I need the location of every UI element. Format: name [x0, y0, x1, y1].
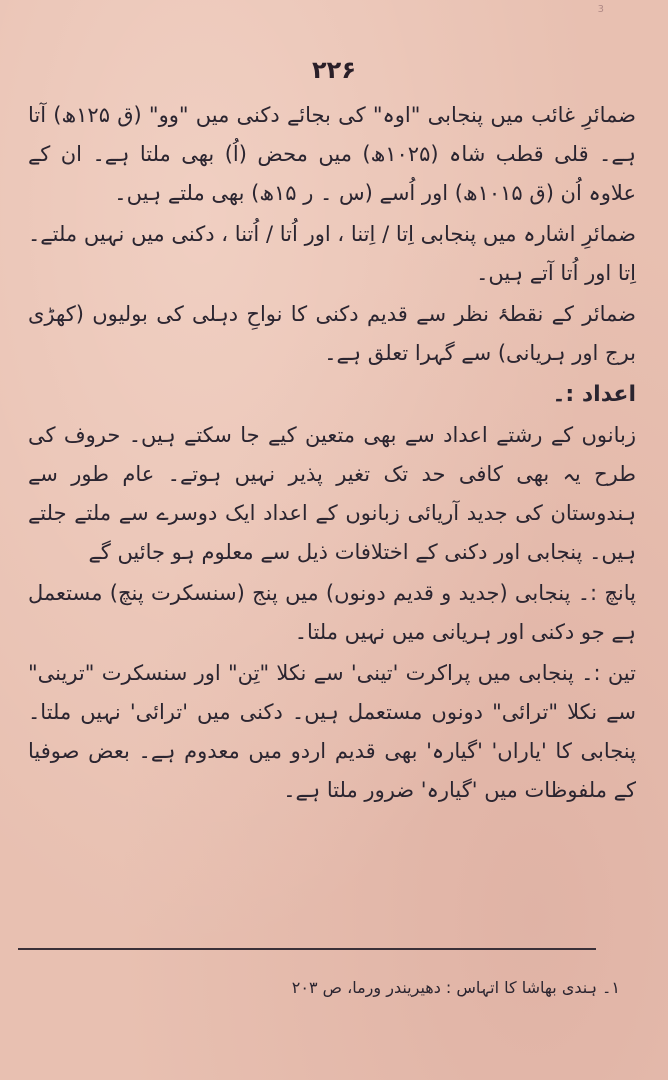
paragraph-five: پانچ :۔ پنجابی (جدید و قدیم دونوں) میں پنج (سنسکرت پنچ) مستعمل ہے جو دکنی اور ہریانی میں نہیں ملتا۔	[28, 581, 636, 644]
corner-mark: 3	[597, 4, 604, 15]
section-heading-numerals: اعداد :۔	[552, 382, 636, 407]
body-text	[28, 96, 636, 812]
paragraph-demonstratives: ضمائرِ اشارہ میں پنجابی اِتا / اِتنا ، اور اُتا / اُتنا ، دکنی میں نہیں ملتے۔ اِتا اور اُتا آتے ہیں۔	[28, 222, 636, 285]
paragraph-pronoun-relation: ضمائر کے نقطۂ نظر سے قدیم دکنی کا نواحِ دہلی کی بولیوں (کھڑی برج اور ہریانی) سے گہرا تعلق ہے۔	[28, 302, 636, 365]
page-number: ۲۲۶	[312, 56, 356, 84]
paragraph-three: تین :۔ پنجابی میں پراکرت 'تینی' سے نکلا "تِن" اور سنسکرت "ترینی" سے نکلا "ترائی" دونوں مستعمل ہیں۔ دکنی میں 'ترائی' نہیں ملتا۔ پنجابی کا 'یاراں' 'گیارہ' بھی قدیم اردو میں معدوم ہے۔ بعض صوفیا کے ملفوظات میں 'گیارہ' ضرور ملتا ہے۔	[28, 661, 636, 802]
footnote: ۱۔ ہندی بھاشا کا اتہاس : دھیریندر ورما، ص ۲۰۳	[291, 978, 620, 997]
paragraph-numerals-intro: زبانوں کے رشتے اعداد سے بھی متعین کیے جا سکتے ہیں۔ حروف کی طرح یہ بھی کافی حد تک تغیر پذیر نہیں ہوتے۔ عام طور سے ہندوستان کی جدید آریائی زبانوں کے اعداد ایک دوسرے سے ملتے جلتے ہیں۔ پنجابی اور دکنی کے اختلافات ذیل سے معلوم ہو جائیں گے	[28, 423, 636, 564]
paragraph-pronouns-third-person: ضمائرِ غائب میں پنجابی "اوہ" کی بجائے دکنی میں "وو" (ق ۱۲۵ھ) آتا ہے۔ قلی قطب شاہ (۱۰۲۵ھ) میں محض (اُ) بھی ملتا ہے۔ ان کے علاوہ اُن (ق ۱۰۱۵ھ) اور اُسے (س ۔ ر ۱۵ھ) بھی ملتے ہیں۔	[28, 103, 636, 205]
footnote-divider	[18, 948, 596, 950]
